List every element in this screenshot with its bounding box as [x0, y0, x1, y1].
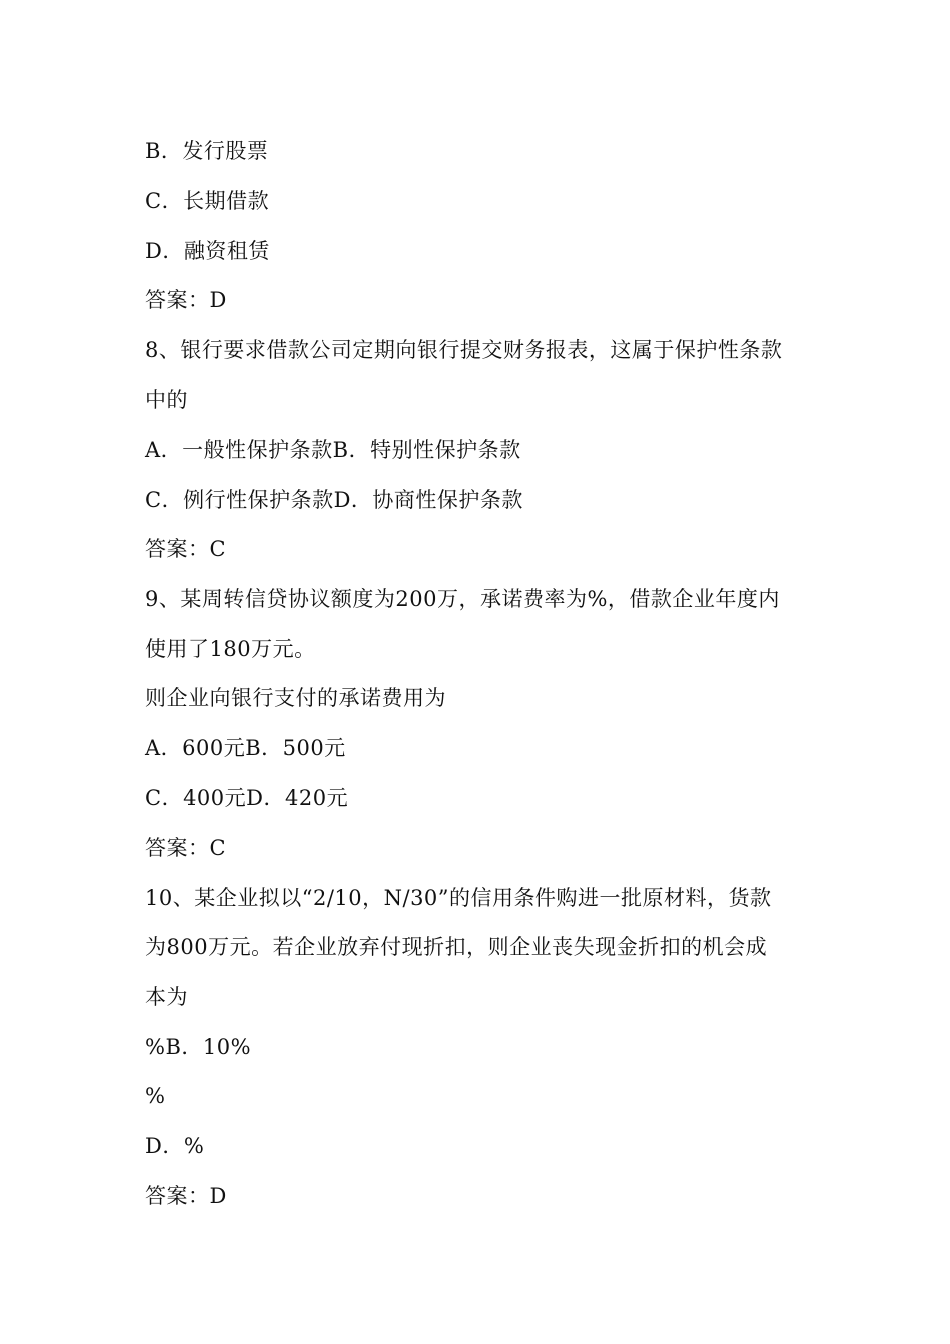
question-9-line-2: 使用了180万元。: [145, 637, 316, 661]
answer-8: 答案：C: [145, 537, 227, 561]
question-9-line-1: 9、某周转信贷协议额度为200万，承诺费率为%，借款企业年度内: [145, 587, 780, 611]
question-10-option-c: %: [145, 1084, 166, 1108]
question-8-line-2: 中的: [145, 388, 188, 412]
question-10-line-3: 本为: [145, 985, 188, 1009]
question-8-options-cd: C．例行性保护条款D．协商性保护条款: [145, 488, 523, 512]
question-10-option-ab: %B．10%: [145, 1035, 252, 1059]
answer-10: 答案：D: [145, 1184, 227, 1208]
question-9-line-3: 则企业向银行支付的承诺费用为: [145, 686, 446, 710]
question-10-line-1: 10、某企业拟以“2/10，N/30”的信用条件购进一批原材料，货款: [145, 886, 772, 910]
option-d-finance-lease: D．融资租赁: [145, 239, 270, 263]
question-10-line-2: 为800万元。若企业放弃付现折扣，则企业丧失现金折扣的机会成: [145, 935, 768, 959]
answer-9: 答案：C: [145, 836, 227, 860]
question-10-option-d: D．%: [145, 1134, 205, 1158]
question-8-line-1: 8、银行要求借款公司定期向银行提交财务报表，这属于保护性条款: [145, 338, 783, 362]
option-c-long-term-loan: C．长期借款: [145, 189, 270, 213]
question-9-options-ab: A．600元B．500元: [145, 736, 346, 760]
question-8-options-ab: A．一般性保护条款B．特别性保护条款: [145, 438, 521, 462]
option-b-issue-stock: B．发行股票: [145, 139, 269, 163]
question-9-options-cd: C．400元D．420元: [145, 786, 349, 810]
answer-7: 答案：D: [145, 288, 227, 312]
